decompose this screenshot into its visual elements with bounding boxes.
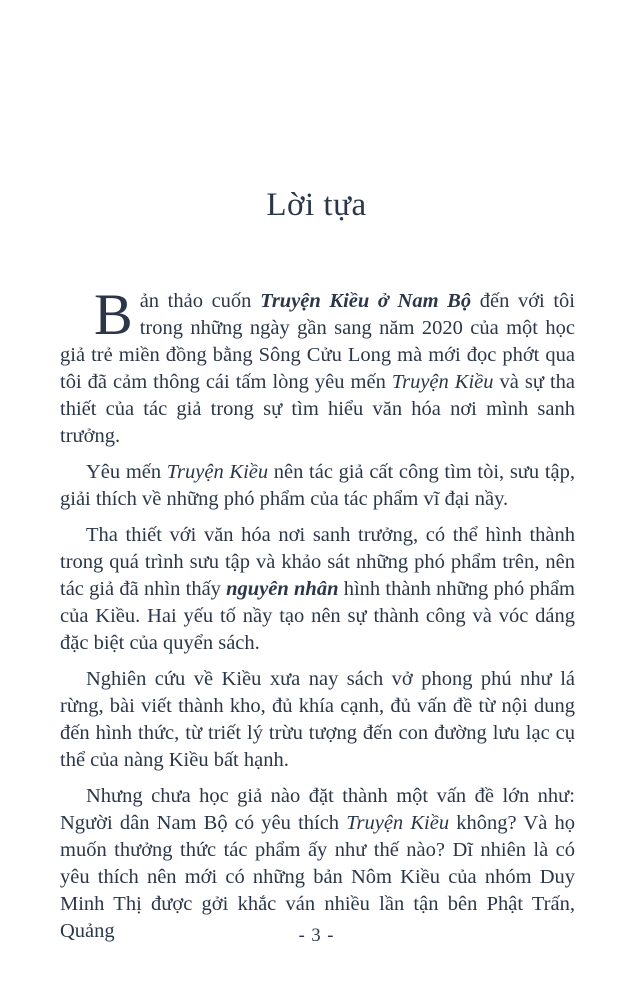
- emphasized-text-run: Truyện Kiều: [346, 811, 450, 834]
- page-number: - 3 -: [298, 926, 335, 946]
- text-run: Tha thiết với văn hóa nơi sanh trưởng, có thể hình thành trong quá trình sưu tập và khảo sát những phó phẩm trên, nên tác giả đã nhìn thấy: [60, 523, 575, 600]
- emphasized-text-run: Truyện Kiều ở Nam Bộ: [260, 289, 472, 312]
- paragraph: [60, 459, 575, 513]
- text-run: hình thành những phó phẩm của Kiều. Hai yếu tố nầy tạo nên sự thành công và vóc dáng đặc biệt của quyển sách.: [60, 577, 575, 654]
- emphasized-text-run: Truyện Kiều: [166, 460, 269, 483]
- text-run: Nhưng chưa học giả nào đặt thành một vấn đề lớn như: Người dân Nam Bộ có yêu thích: [60, 784, 575, 834]
- paragraph: [60, 522, 575, 657]
- text-run: Nghiên cứu về Kiều xưa nay sách vở phong phú như lá rừng, bài viết thành kho, đủ khía cạnh, đủ vấn đề từ nội dung đến hình thức, từ triết lý trừu tượng đến con đường lưu lạc cụ thể của nàng Kiều bất hạnh.: [60, 667, 575, 771]
- text-run: không? Và họ muốn thưởng thức tác phẩm ấy như thế nào? Dĩ nhiên là có yêu thích nên mới có những bản Nôm Kiều của nhóm Duy Minh Thị được gởi khắc ván nhiều lần tận bên Phật Trấn, Quảng: [60, 811, 575, 942]
- text-run: đến với tôi trong những ngày gần sang năm 2020 của một học giả trẻ miền đồng bằng Sông Cửu Long mà mới đọc phớt qua tôi đã cảm thông cái tấm lòng yêu mến: [60, 289, 575, 393]
- text-run: Yêu mến: [86, 460, 167, 483]
- emphasized-text-run: nguyên nhân: [226, 577, 339, 600]
- emphasized-text-run: Truyện Kiều: [391, 370, 494, 393]
- text-run: nên tác giả cất công tìm tòi, sưu tập, giải thích về những phó phẩm của tác phẩm vĩ đại nầy.: [60, 460, 576, 510]
- paragraph: [60, 281, 575, 450]
- text-run: ản thảo cuốn: [139, 289, 261, 312]
- paragraph: [60, 783, 575, 945]
- page-title: Lời tựa: [266, 187, 367, 223]
- body-text: [60, 281, 576, 945]
- drop-cap: B: [94, 281, 133, 347]
- paragraph: [60, 666, 575, 774]
- text-run: và sự tha thiết của tác giả trong sự tìm hiểu văn hóa nơi mình sanh trưởng.: [60, 370, 575, 447]
